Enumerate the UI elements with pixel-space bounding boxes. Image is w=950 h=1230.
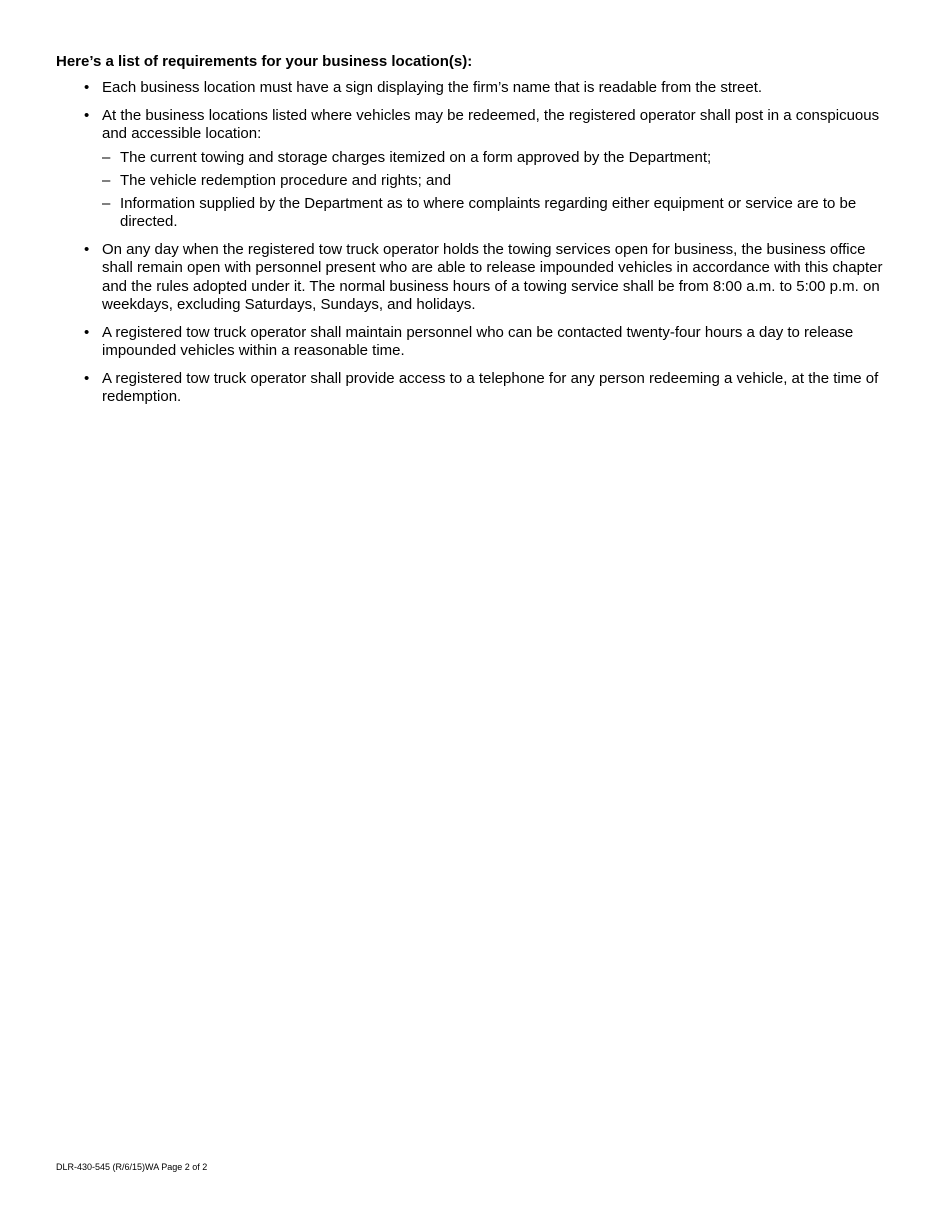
posting-item-text: The current towing and storage charges itemized on a form approved by the Department; xyxy=(120,148,712,166)
list-item xyxy=(102,149,894,168)
requirements-heading: Here’s a list of requirements for your business location(s): xyxy=(56,53,473,70)
posting-item-text: The vehicle redemption procedure and rights; and xyxy=(120,171,452,189)
requirement-text: On any day when the registered tow truck operator holds the towing services open for business, the business office shall remain open with personnel present who are able to release impounded vehicles in accordance with this chapter and the rules adopted under it. The normal business hours of a towing service shall be from 8:00 a.m. to 5:00 p.m. on weekdays, excluding Saturdays, Sundays, and holidays. xyxy=(102,240,883,313)
requirement-text: At the business locations listed where vehicles may be redeemed, the registered operator shall post in a conspicuous and accessible location: xyxy=(102,106,880,142)
list-item xyxy=(56,324,894,361)
bullet-icon: • xyxy=(84,106,90,124)
requirement-text: A registered tow truck operator shall provide access to a telephone for any person redeeming a vehicle, at the time of redemption. xyxy=(102,369,879,405)
list-item xyxy=(56,370,894,407)
posting-item-text: Information supplied by the Department as to where complaints regarding either equipment or service are to be directed. xyxy=(120,194,857,230)
dash-icon: – xyxy=(102,171,111,189)
list-item xyxy=(56,107,894,232)
list-item xyxy=(56,79,894,98)
form-footer: DLR-430-545 (R/6/15)WA Page 2 of 2 xyxy=(56,1162,208,1172)
requirement-text: A registered tow truck operator shall maintain personnel who can be contacted twenty-four hours a day to release impounded vehicles within a reasonable time. xyxy=(102,323,854,359)
list-item xyxy=(102,172,894,191)
document-page xyxy=(56,52,894,416)
list-item xyxy=(102,195,894,232)
bullet-icon: • xyxy=(84,79,90,96)
dash-icon: – xyxy=(102,194,111,212)
bullet-icon: • xyxy=(84,369,90,387)
bullet-icon: • xyxy=(84,323,90,341)
bullet-icon: • xyxy=(84,240,90,258)
requirement-text: Each business location must have a sign displaying the firm’s name that is readable from the street. xyxy=(102,79,763,96)
dash-icon: – xyxy=(102,148,111,166)
requirements-list xyxy=(56,79,894,407)
list-item xyxy=(56,241,894,315)
posting-items-list xyxy=(102,149,894,232)
